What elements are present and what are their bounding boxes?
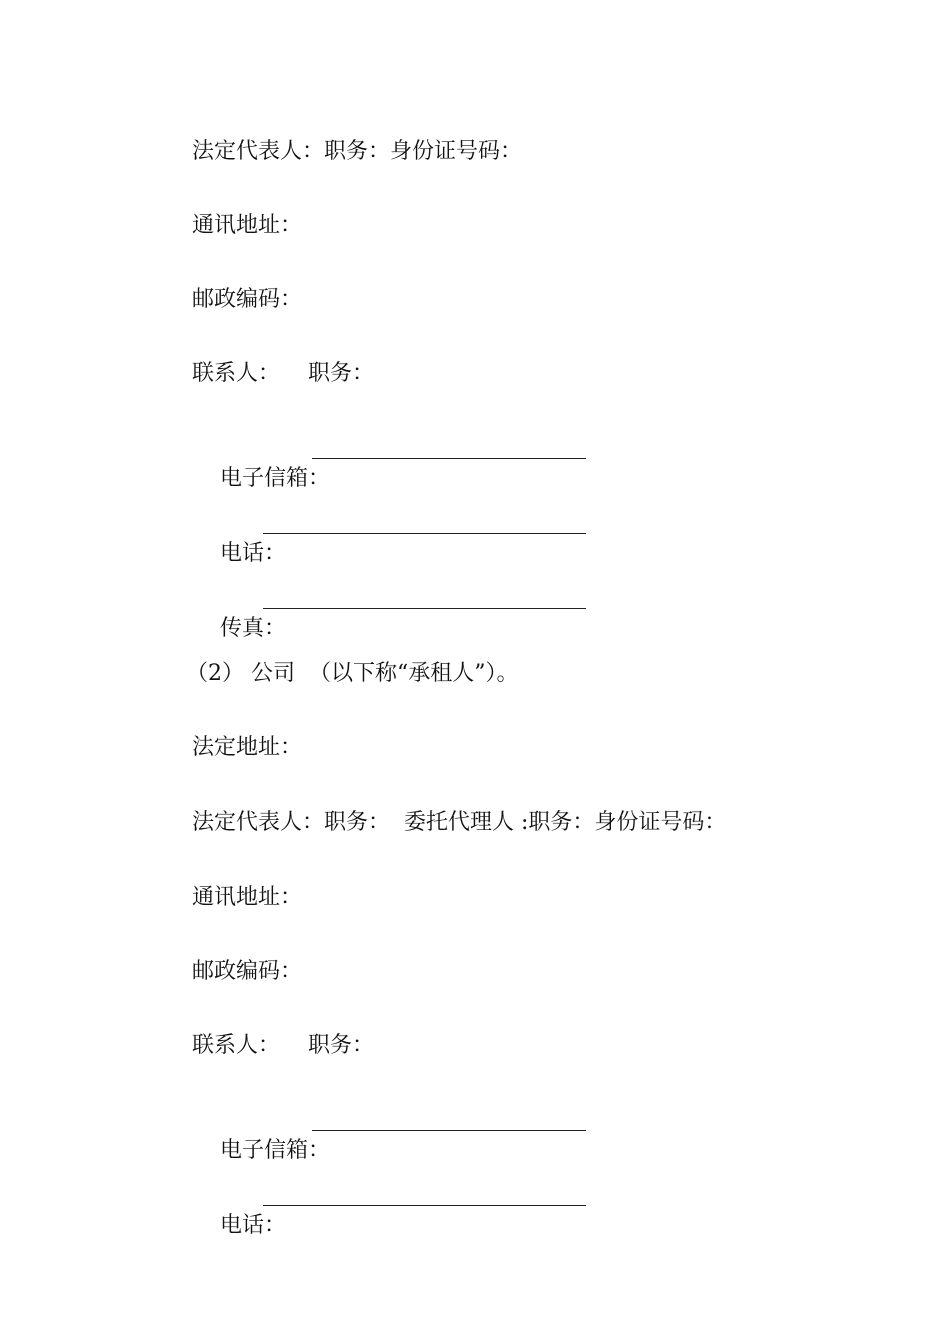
lessee-postcode-line: 邮政编码：	[192, 959, 303, 984]
lessor-phone-blank	[263, 533, 586, 534]
lessor-postcode-line: 邮政编码：	[192, 287, 303, 312]
lessor-phone-label: 电话：	[219, 541, 286, 566]
lessor-email-blank	[312, 458, 586, 459]
lessee-phone-blank	[263, 1205, 586, 1206]
lessee-phone-row	[192, 1181, 286, 1271]
lessor-contact-line: 联系人： 职务：	[192, 361, 374, 386]
lessor-fax-blank	[263, 608, 586, 609]
lessee-email-blank	[312, 1130, 586, 1131]
lessee-phone-label: 电话：	[219, 1213, 286, 1238]
lessor-legal-rep-line: 法定代表人：职务：身份证号码：	[192, 139, 523, 164]
lessor-address-line: 通讯地址：	[192, 213, 303, 238]
lessee-contact-line: 联系人： 职务：	[192, 1033, 374, 1058]
lessor-fax-label: 传真：	[219, 616, 286, 641]
lessee-heading: （2） 公司 （以下称“承租人”）。	[186, 661, 519, 686]
lessee-address-line: 通讯地址：	[192, 885, 303, 910]
lessee-legal-rep-line: 法定代表人：职务： 委托代理人 :职务：身份证号码：	[192, 810, 727, 835]
lessee-legal-address-line: 法定地址：	[192, 735, 303, 760]
lessor-email-label: 电子信箱：	[219, 466, 330, 491]
lessee-email-label: 电子信箱：	[219, 1138, 330, 1163]
